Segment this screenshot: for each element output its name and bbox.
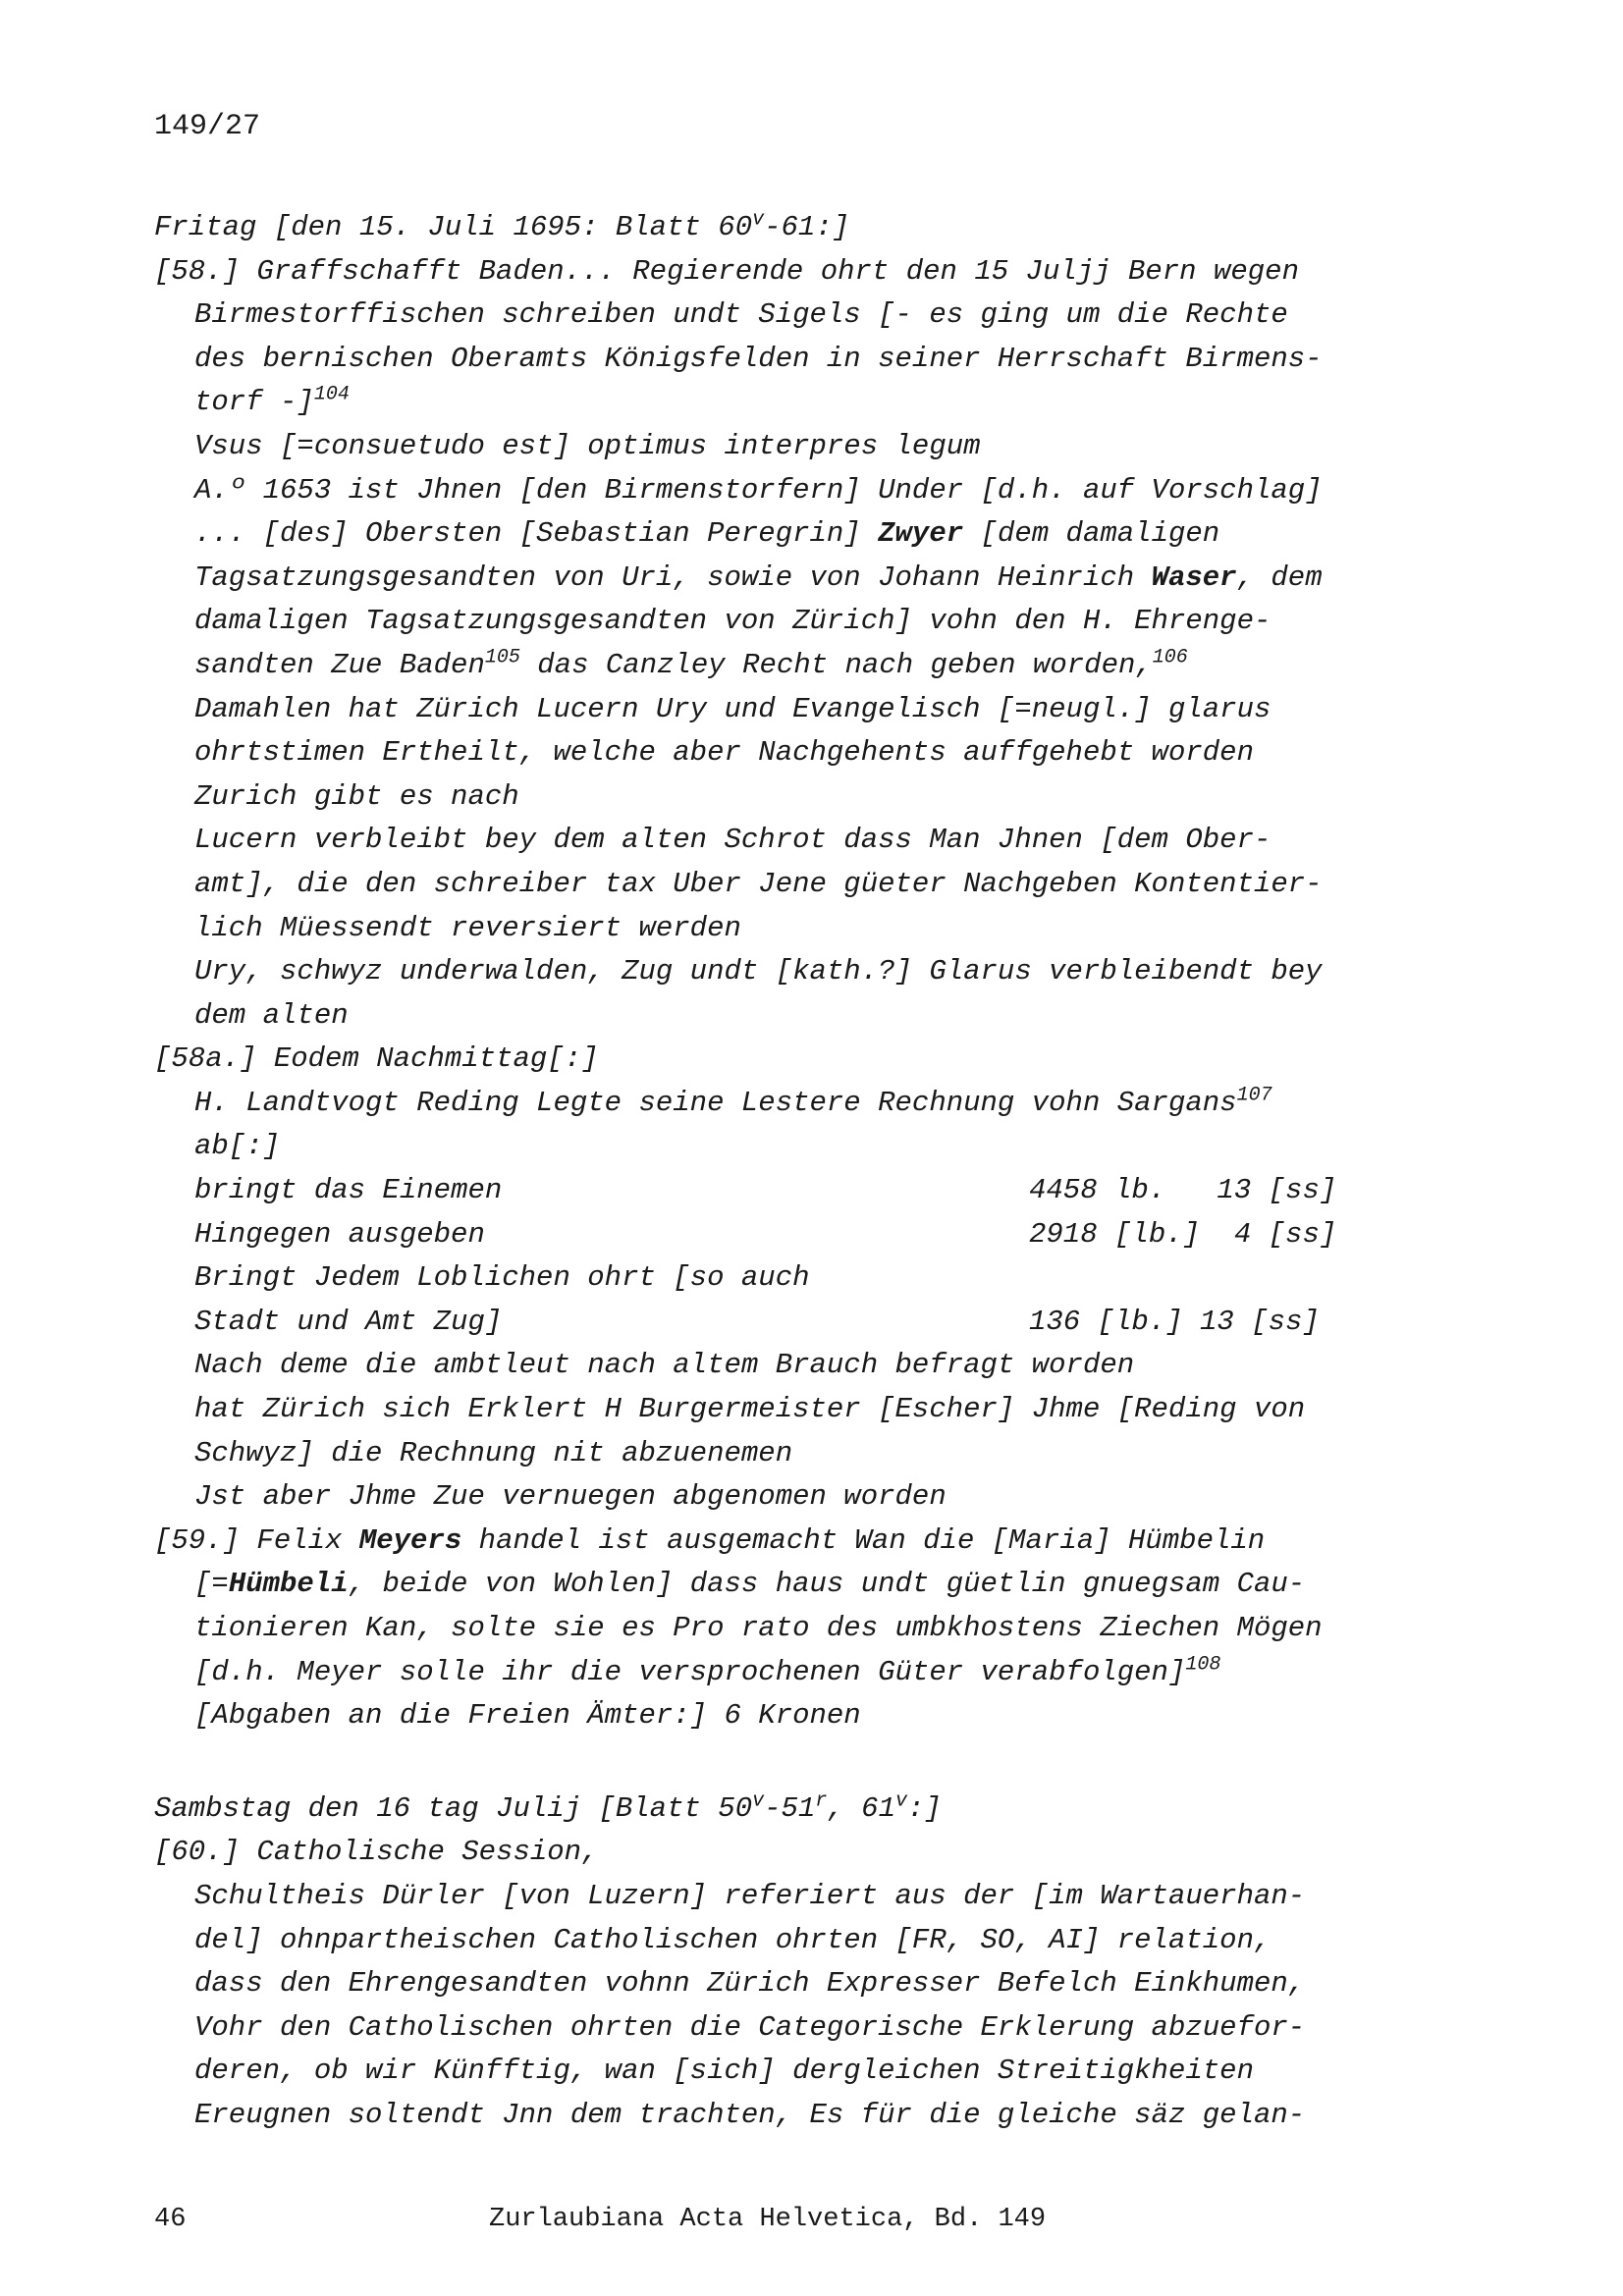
entry-58a: [58a.] Eodem Nachmittag[:] H. Landtvogt Reding Legte seine Lestere Rechnung vohn Sargans$^{107}$ ab[:] bringt das Einemen 4458 lb. 13 [ss] Hingegen ausgeben 2918 [lb.] 4 [ss] Bringt Jedem Loblichen ohrt [so auch Stadt und Amt Zug] 136 [lb.] 13 [ss] Nach deme die ambtleut nach altem Brauch befragt worden hat Zürich sich Erklert H Burgermeister [Escher] Jhme [Reding von Schwyz] die Rechnung nit abzuenemen Jst aber Jhme Zue vernuegen abgenomen worden (154, 1038, 1431, 1520)
footnote-ref: 108 (1185, 1652, 1221, 1676)
footer-page-number: 46 (154, 2205, 187, 2234)
entry-59: [59.] Felix Meyers handel ist ausgemacht Wan die [Maria] Hümbelin [=Hümbeli, beide von Wohlen] dass haus undt güetlin gnuegsam Cau- tionieren Kan, solte sie es Pro rato des umbkhostens Ziechen Mögen [d.h. Meyer solle ihr die versprochenen Güter verabfolgen]$^{108}$ [Abgaben an die Freien Ämter:] 6 Kronen (154, 1523, 1323, 1733)
footnote-ref: 107 (1236, 1084, 1272, 1107)
footnote-ref: 105 (484, 646, 520, 669)
account-row: bringt das Einemen 4458 lb. 13 [ss] (194, 1174, 1337, 1207)
entry-60: [60.] Catholische Session, Schultheis Dürler [von Luzern] referiert aus der [im Wartauerhan- del] ohnpartheischen Catholischen ohrten [FR, SO, AI] relation, dass den Ehrengesandten vohnn Zürich Expresser Befelch Einkhumen, Vohr den Catholischen ohrten die Categorische Erklerung abzuefor- deren, ob wir Künfftig, wan [sich] dergleichen Streitigkheiten Ereugnen soltendt Jnn dem trachten, Es für die gleiche säz gelan- (154, 1836, 1306, 2131)
section-heading-friday: Fritag [den 15. Juli 1695: Blatt 60$^v$-61:] (154, 208, 850, 243)
account-row: Stadt und Amt Zug] 136 [lb.] 13 [ss] (194, 1305, 1320, 1338)
page-reference: 149/27 (154, 110, 261, 143)
footnote-ref: 106 (1152, 646, 1188, 669)
section-heading-saturday: Sambstag den 16 tag Julij [Blatt 50$^v$-51$^r$, 61$^v$:] (154, 1789, 942, 1825)
entry-58: [58.] Graffschafft Baden... Regierende ohrt den 15 Juljj Bern wegen Birmestorffischen schreiben undt Sigels [- es ging um die Rechte des bernischen Oberamts Königsfelden in seiner Herrschaft Birmens- torf -]$^{104}$ Vsus [=consuetudo est] optimus interpres legum A.º 1653 ist Jhnen [den Birmenstorfern] Under [d.h. auf Vorschlag] ... [des] Obersten [Sebastian Peregrin] Zwyer [dem damaligen Tagsatzungsgesandten von Uri, sowie von Johann Heinrich Waser, dem damaligen Tagsatzungsgesandten von Zürich] vohn den H. Ehrenge- sandten Zue Baden$^{105}$ das Canzley Recht nach geben worden,$^{106}$ Damahlen hat Zürich Lucern Ury und Evangelisch [=neugl.] glarus ohrtstimen Ertheilt, welche aber Nachgehents auffgehebt worden Zurich gibt es nach Lucern verbleibt bey dem alten Schrot dass Man Jhnen [dem Ober- amt], die den schreiber tax Uber Jene güeter Nachgeben Kontentier- lich Müessendt reversiert werden Ury, schwyz underwalden, Zug undt [kath.?] Glarus verbleibendt bey dem alten (154, 254, 1323, 1032)
footer-journal-title: Zurlaubiana Acta Helvetica, Bd. 149 (489, 2205, 1047, 2234)
document-body (154, 206, 1431, 2138)
footnote-ref: 104 (313, 383, 350, 406)
account-row: Hingegen ausgeben 2918 [lb.] 4 [ss] (194, 1217, 1337, 1251)
